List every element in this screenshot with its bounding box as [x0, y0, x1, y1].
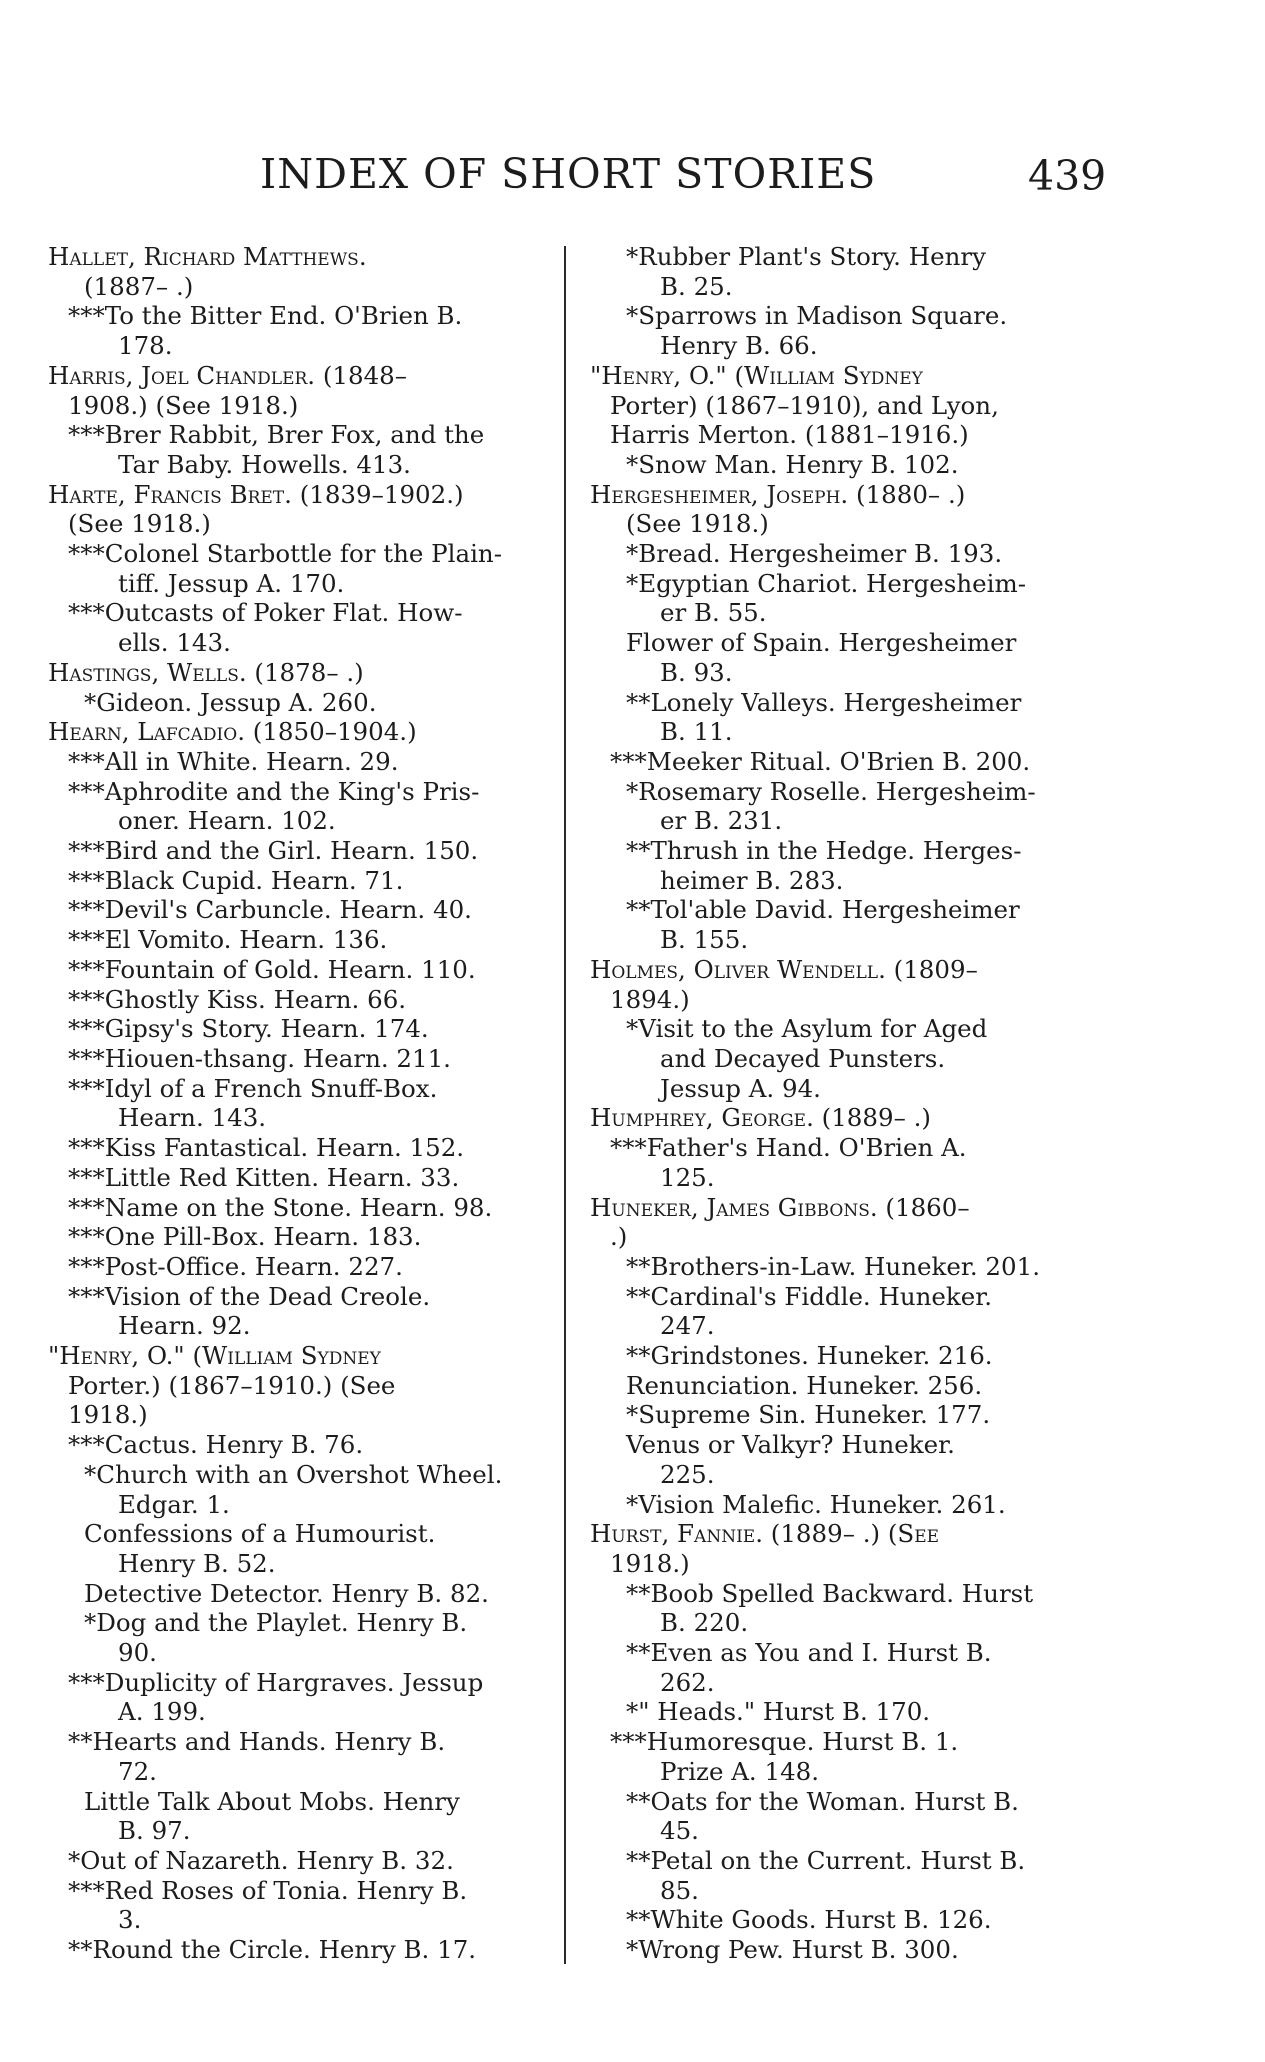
left-index-line: Hastings, Wells. (1878– .): [48, 657, 364, 687]
right-index-line: **Even as You and I. Hurst B.: [626, 1638, 992, 1668]
right-index-line: Prize A. 148.: [660, 1756, 820, 1786]
left-index-line: Detective Detector. Henry B. 82.: [84, 1578, 489, 1608]
left-index-line: ***Bird and the Girl. Hearn. 150.: [68, 836, 479, 866]
left-index-line: 1918.): [68, 1400, 148, 1430]
right-index-line: *" Heads." Hurst B. 170.: [626, 1697, 931, 1727]
right-index-line: Jessup A. 94.: [660, 1073, 821, 1103]
right-index-line: **Boob Spelled Backward. Hurst: [626, 1578, 1034, 1608]
left-index-line: *Church with an Overshot Wheel.: [84, 1459, 503, 1489]
left-index-line: ***Post-Office. Hearn. 227.: [68, 1251, 403, 1281]
left-index-line: A. 199.: [118, 1697, 206, 1727]
left-index-line: Harris, Joel Chandler. (1848–: [48, 360, 408, 390]
right-index-line: 85.: [660, 1875, 699, 1905]
left-index-line: ***One Pill-Box. Hearn. 183.: [68, 1222, 422, 1252]
left-index-line: ***Red Roses of Tonia. Henry B.: [68, 1875, 468, 1905]
left-index-line: tiff. Jessup A. 170.: [118, 568, 345, 598]
right-index-line: ***Meeker Ritual. O'Brien B. 200.: [610, 746, 1031, 776]
left-index-line: 90.: [118, 1638, 157, 1668]
right-index-line: B. 93.: [660, 657, 733, 687]
left-index-line: *Out of Nazareth. Henry B. 32.: [68, 1845, 454, 1875]
left-index-line: *Gideon. Jessup A. 260.: [84, 687, 377, 717]
left-index-line: ***Kiss Fantastical. Hearn. 152.: [68, 1133, 465, 1163]
left-index-line: "Henry, O." (William Sydney: [48, 1341, 381, 1371]
left-index-line: ***Ghostly Kiss. Hearn. 66.: [68, 984, 407, 1014]
left-index-line: ***Brer Rabbit, Brer Fox, and the: [68, 420, 485, 450]
right-index-line: *Snow Man. Henry B. 102.: [626, 449, 959, 479]
right-index-line: *Rosemary Roselle. Hergesheim-: [626, 776, 1036, 806]
left-index-line: ***El Vomito. Hearn. 136.: [68, 925, 388, 955]
left-index-line: ***To the Bitter End. O'Brien B.: [68, 301, 463, 331]
right-index-line: B. 220.: [660, 1608, 749, 1638]
right-index-line: **Tol'able David. Hergesheimer: [626, 895, 1020, 925]
left-index-line: ***Cactus. Henry B. 76.: [68, 1430, 364, 1460]
left-index-line: Confessions of a Humourist.: [84, 1519, 436, 1549]
right-index-line: **Cardinal's Fiddle. Huneker.: [626, 1281, 993, 1311]
left-index-line: Little Talk About Mobs. Henry: [84, 1786, 460, 1816]
left-index-line: Edgar. 1.: [118, 1489, 230, 1519]
left-index-line: *Dog and the Playlet. Henry B.: [84, 1608, 468, 1638]
right-index-line: ***Father's Hand. O'Brien A.: [610, 1133, 967, 1163]
left-index-line: ells. 143.: [118, 628, 231, 658]
left-index-line: (1887– .): [84, 271, 194, 301]
left-index-line: ***Colonel Starbottle for the Plain-: [68, 539, 502, 569]
left-index-line: ***Fountain of Gold. Hearn. 110.: [68, 954, 476, 984]
right-index-line: *Visit to the Asylum for Aged: [626, 1014, 988, 1044]
right-index-line: Flower of Spain. Hergesheimer: [626, 628, 1017, 658]
right-index-line: *Bread. Hergesheimer B. 193.: [626, 539, 1003, 569]
left-index-line: ***Devil's Carbuncle. Hearn. 40.: [68, 895, 472, 925]
right-index-line: heimer B. 283.: [660, 865, 844, 895]
right-index-line: 262.: [660, 1667, 715, 1697]
left-index-line: ***Black Cupid. Hearn. 71.: [68, 865, 404, 895]
left-index-line: ***Duplicity of Hargraves. Jessup: [68, 1667, 484, 1697]
right-index-line: .): [610, 1222, 628, 1252]
right-index-line: Hergesheimer, Joseph. (1880– .): [590, 479, 966, 509]
right-index-line: Porter) (1867–1910), and Lyon,: [610, 390, 999, 420]
right-index-line: *Wrong Pew. Hurst B. 300.: [626, 1935, 959, 1965]
right-index-line: 1894.): [610, 984, 690, 1014]
right-index-line: Hurst, Fannie. (1889– .) (See: [590, 1519, 940, 1549]
right-index-line: Holmes, Oliver Wendell. (1809–: [590, 954, 978, 984]
left-index-line: ***All in White. Hearn. 29.: [68, 746, 399, 776]
right-index-line: **Oats for the Woman. Hurst B.: [626, 1786, 1019, 1816]
right-index-line: Harris Merton. (1881–1916.): [610, 420, 969, 450]
right-index-line: Venus or Valkyr? Huneker.: [626, 1430, 955, 1460]
right-index-line: er B. 55.: [660, 598, 767, 628]
right-index-line: ***Humoresque. Hurst B. 1.: [610, 1727, 959, 1757]
left-index-line: ***Name on the Stone. Hearn. 98.: [68, 1192, 493, 1222]
right-index-line: **Lonely Valleys. Hergesheimer: [626, 687, 1022, 717]
left-index-line: ***Gipsy's Story. Hearn. 174.: [68, 1014, 429, 1044]
right-index-line: **White Goods. Hurst B. 126.: [626, 1905, 992, 1935]
right-index-line: Humphrey, George. (1889– .): [590, 1103, 931, 1133]
left-index-line: Tar Baby. Howells. 413.: [118, 449, 411, 479]
left-index-line: ***Hiouen-thsang. Hearn. 211.: [68, 1043, 451, 1073]
right-index-line: **Grindstones. Huneker. 216.: [626, 1341, 993, 1371]
right-index-line: Renunciation. Huneker. 256.: [626, 1370, 983, 1400]
running-head: INDEX OF SHORT STORIES: [260, 150, 877, 198]
page-number: 439: [1028, 152, 1107, 200]
right-index-line: *Supreme Sin. Huneker. 177.: [626, 1400, 991, 1430]
right-index-line: *Rubber Plant's Story. Henry: [626, 242, 986, 271]
right-index-line: and Decayed Punsters.: [660, 1043, 946, 1073]
left-index-line: Hallet, Richard Matthews.: [48, 242, 367, 271]
left-index-line: ***Aphrodite and the King's Pris-: [68, 776, 480, 806]
left-index-line: (See 1918.): [68, 509, 211, 539]
left-index-line: Hearn. 143.: [118, 1103, 267, 1133]
left-column: [48, 242, 543, 1965]
left-index-line: ***Vision of the Dead Creole.: [68, 1281, 431, 1311]
left-index-line: Henry B. 52.: [118, 1548, 276, 1578]
column-divider: [564, 246, 566, 1964]
left-index-line: 178.: [118, 331, 173, 361]
left-index-line: 3.: [118, 1905, 142, 1935]
right-column: [590, 242, 1090, 1965]
left-index-line: oner. Hearn. 102.: [118, 806, 336, 836]
left-index-line: ***Little Red Kitten. Hearn. 33.: [68, 1162, 460, 1192]
left-index-line: Hearn. 92.: [118, 1311, 251, 1341]
left-index-line: **Hearts and Hands. Henry B.: [68, 1727, 446, 1757]
right-index-line: 125.: [660, 1162, 715, 1192]
right-index-line: 225.: [660, 1459, 715, 1489]
left-index-line: Harte, Francis Bret. (1839–1902.): [48, 479, 464, 509]
right-index-line: Huneker, James Gibbons. (1860–: [590, 1192, 970, 1222]
right-index-line: B. 25.: [660, 271, 733, 301]
right-index-line: "Henry, O." (William Sydney: [590, 360, 923, 390]
right-index-line: 45.: [660, 1816, 699, 1846]
left-index-line: ***Idyl of a French Snuff-Box.: [68, 1073, 438, 1103]
right-index-line: **Petal on the Current. Hurst B.: [626, 1845, 1026, 1875]
left-index-line: Hearn, Lafcadio. (1850–1904.): [48, 717, 417, 747]
right-index-line: (See 1918.): [626, 509, 769, 539]
left-index-line: B. 97.: [118, 1816, 191, 1846]
right-index-line: Henry B. 66.: [660, 331, 818, 361]
right-index-line: 247.: [660, 1311, 715, 1341]
right-index-line: er B. 231.: [660, 806, 783, 836]
left-index-line: 1908.) (See 1918.): [68, 390, 299, 420]
left-index-line: 72.: [118, 1756, 157, 1786]
right-index-line: **Thrush in the Hedge. Herges-: [626, 836, 1022, 866]
left-index-line: Porter.) (1867–1910.) (See: [68, 1370, 396, 1400]
right-index-line: *Vision Malefic. Huneker. 261.: [626, 1489, 1006, 1519]
right-index-line: B. 155.: [660, 925, 749, 955]
right-index-line: *Egyptian Chariot. Hergesheim-: [626, 568, 1027, 598]
right-index-line: B. 11.: [660, 717, 733, 747]
right-index-line: *Sparrows in Madison Square.: [626, 301, 1008, 331]
right-index-line: 1918.): [610, 1548, 690, 1578]
left-index-line: ***Outcasts of Poker Flat. How-: [68, 598, 463, 628]
left-index-line: **Round the Circle. Henry B. 17.: [68, 1935, 477, 1965]
right-index-line: **Brothers-in-Law. Huneker. 201.: [626, 1251, 1040, 1281]
